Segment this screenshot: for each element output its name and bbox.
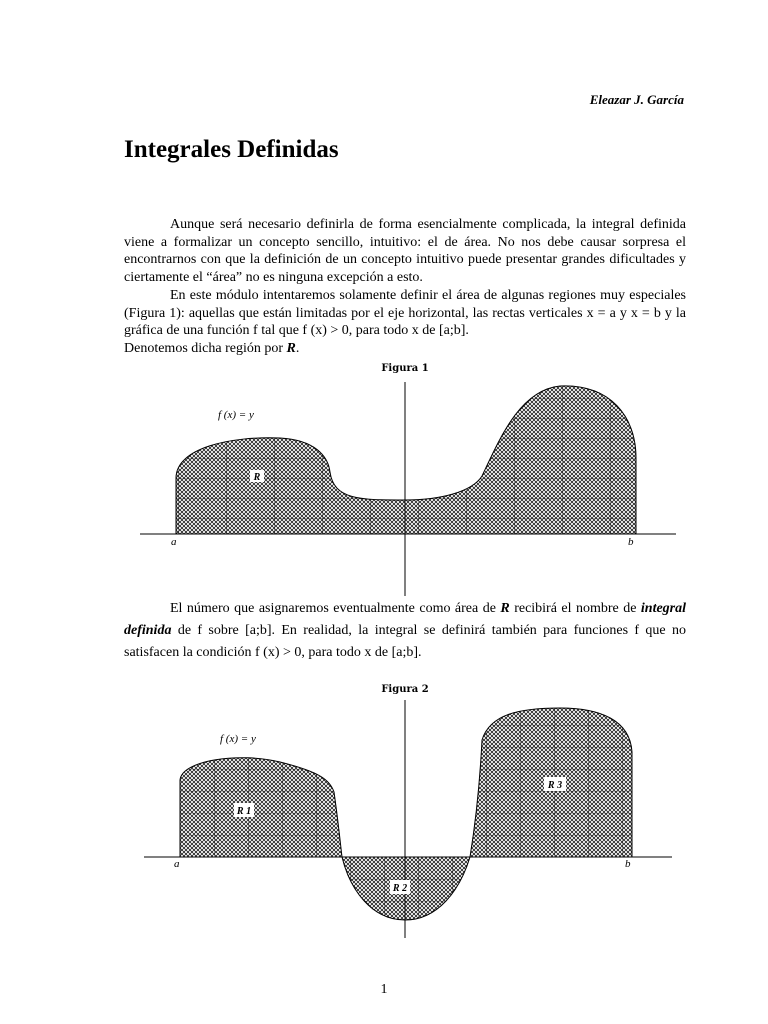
region-r1-grid — [180, 758, 342, 857]
paragraph-2-text-a: En este módulo intentaremos solamente definir el área de algunas regiones muy especiales (Figura 1): aquellas que están limitadas por el eje horizontal, las rectas verticales — [124, 288, 686, 321]
page-number: 1 — [380, 982, 388, 997]
a-label: a — [171, 536, 177, 548]
region-r1-label: R 1 — [236, 806, 252, 817]
region-r-label: R — [253, 472, 261, 483]
paragraph-1-text: Aunque será necesario definirla de forma esencialmente complicada, la integral definida viene a formalizar un concepto sencillo, intuitivo: el de área. No nos debe causar sorpresa el encontrarnos con que la definición de un concepto intuitivo puede presentar grandes dificultades y ciertamente el “área” no es ninguna excepción a esto. — [124, 217, 686, 285]
paragraph-3-text-d: de f sobre [a;b]. En realidad, la integral se definirá también para funciones f que no satisfacen la condición f (x) > 0, para todo x de [a;b]. — [124, 623, 686, 660]
figure-1-svg — [0, 358, 768, 600]
figure-1 — [0, 358, 768, 600]
paragraph-3-text-b: recibirá el nombre de — [514, 601, 637, 616]
paragraph-2-end: . — [295, 340, 300, 356]
region-r3-label: R 3 — [547, 780, 563, 791]
paragraph-2 — [124, 287, 686, 357]
author-name: Eleazar J. García — [589, 92, 684, 107]
figure-2-svg — [0, 680, 768, 942]
page-title: Integrales Definidas — [124, 136, 339, 163]
paragraph-1 — [124, 216, 686, 286]
integral-definida-term: integral definida — [124, 601, 687, 638]
figure-2-title: Figura 2 — [381, 684, 429, 695]
figure-1-title: Figura 1 — [381, 363, 429, 374]
figure-2 — [0, 680, 768, 942]
region-r2-label: R 2 — [392, 883, 408, 894]
a-label-2: a — [174, 858, 180, 870]
region-r-ref: R — [286, 340, 296, 356]
function-label-2: f (x) = y — [220, 733, 256, 745]
b-label-2: b — [625, 858, 631, 870]
paragraph-3 — [124, 598, 686, 664]
b-label: b — [628, 536, 634, 548]
region-r-ref-2: R — [500, 601, 510, 616]
function-label: f (x) = y — [218, 409, 254, 421]
paragraph-2-text-b: x = a y x = b y la gráfica de una función f tal que f (x) > 0, para todo x de [a;b]. — [124, 305, 687, 338]
paragraph-2-text-c: Denotemos dicha región por — [124, 340, 284, 356]
paragraph-3-text-a: El número que asignaremos eventualmente como área de — [170, 601, 496, 616]
